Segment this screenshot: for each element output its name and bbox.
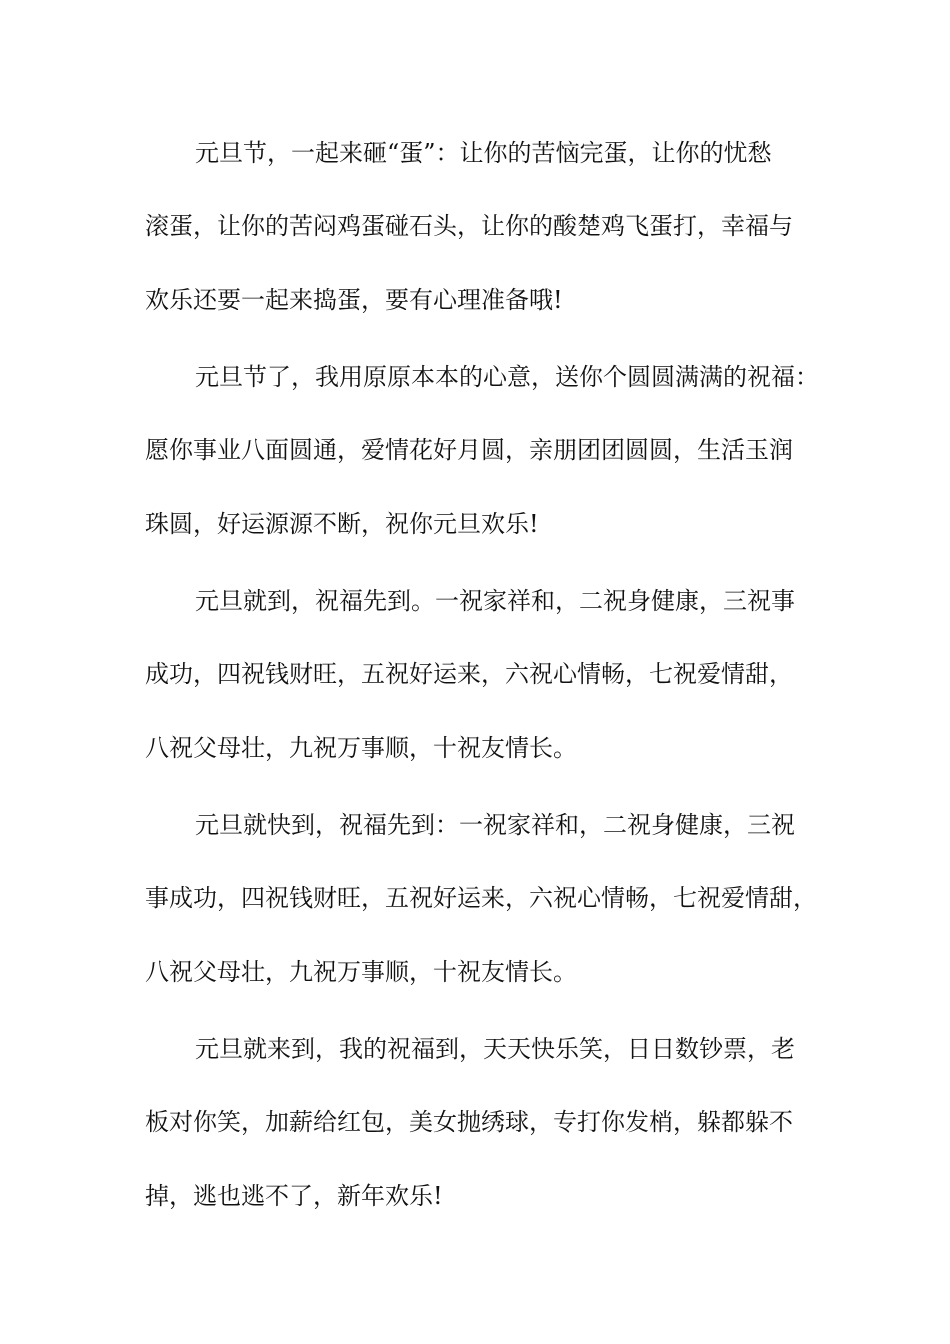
paragraph-line: 八祝父母壮，九祝万事顺，十祝友情长。 xyxy=(145,734,577,762)
paragraph-line: 欢乐还要一起来捣蛋，要有心理准备哦! xyxy=(145,286,563,314)
paragraph-line: 板对你笑，加薪给红包，美女抛绣球，专打你发梢，躲都躲不 xyxy=(145,1108,793,1136)
paragraph-line: 事成功，四祝钱财旺，五祝好运来，六祝心情畅，七祝爱情甜， xyxy=(145,884,817,912)
paragraph-line: 元旦就快到，祝福先到：一祝家祥和，二祝身健康，三祝 xyxy=(195,811,795,839)
paragraph-line: 元旦节了，我用原原本本的心意，送你个圆圆满满的祝福： xyxy=(195,363,819,391)
paragraph-line: 元旦节，一起来砸“蛋”：让你的苦恼完蛋，让你的忧愁 xyxy=(195,139,772,167)
paragraph-line: 愿你事业八面圆通，爱情花好月圆，亲朋团团圆圆，生活玉润 xyxy=(145,436,793,464)
paragraph-line: 成功，四祝钱财旺，五祝好运来，六祝心情畅，七祝爱情甜， xyxy=(145,660,793,688)
paragraph-line: 八祝父母壮，九祝万事顺，十祝友情长。 xyxy=(145,958,577,986)
paragraph-line: 珠圆，好运源源不断，祝你元旦欢乐! xyxy=(145,510,539,538)
paragraph-line: 元旦就来到，我的祝福到，天天快乐笑，日日数钞票，老 xyxy=(195,1035,795,1063)
paragraph-line: 滚蛋，让你的苦闷鸡蛋碰石头，让你的酸楚鸡飞蛋打，幸福与 xyxy=(145,212,793,240)
paragraph-line: 元旦就到，祝福先到。一祝家祥和，二祝身健康，三祝事 xyxy=(195,587,795,615)
paragraph-line: 掉，逃也逃不了，新年欢乐! xyxy=(145,1182,443,1210)
